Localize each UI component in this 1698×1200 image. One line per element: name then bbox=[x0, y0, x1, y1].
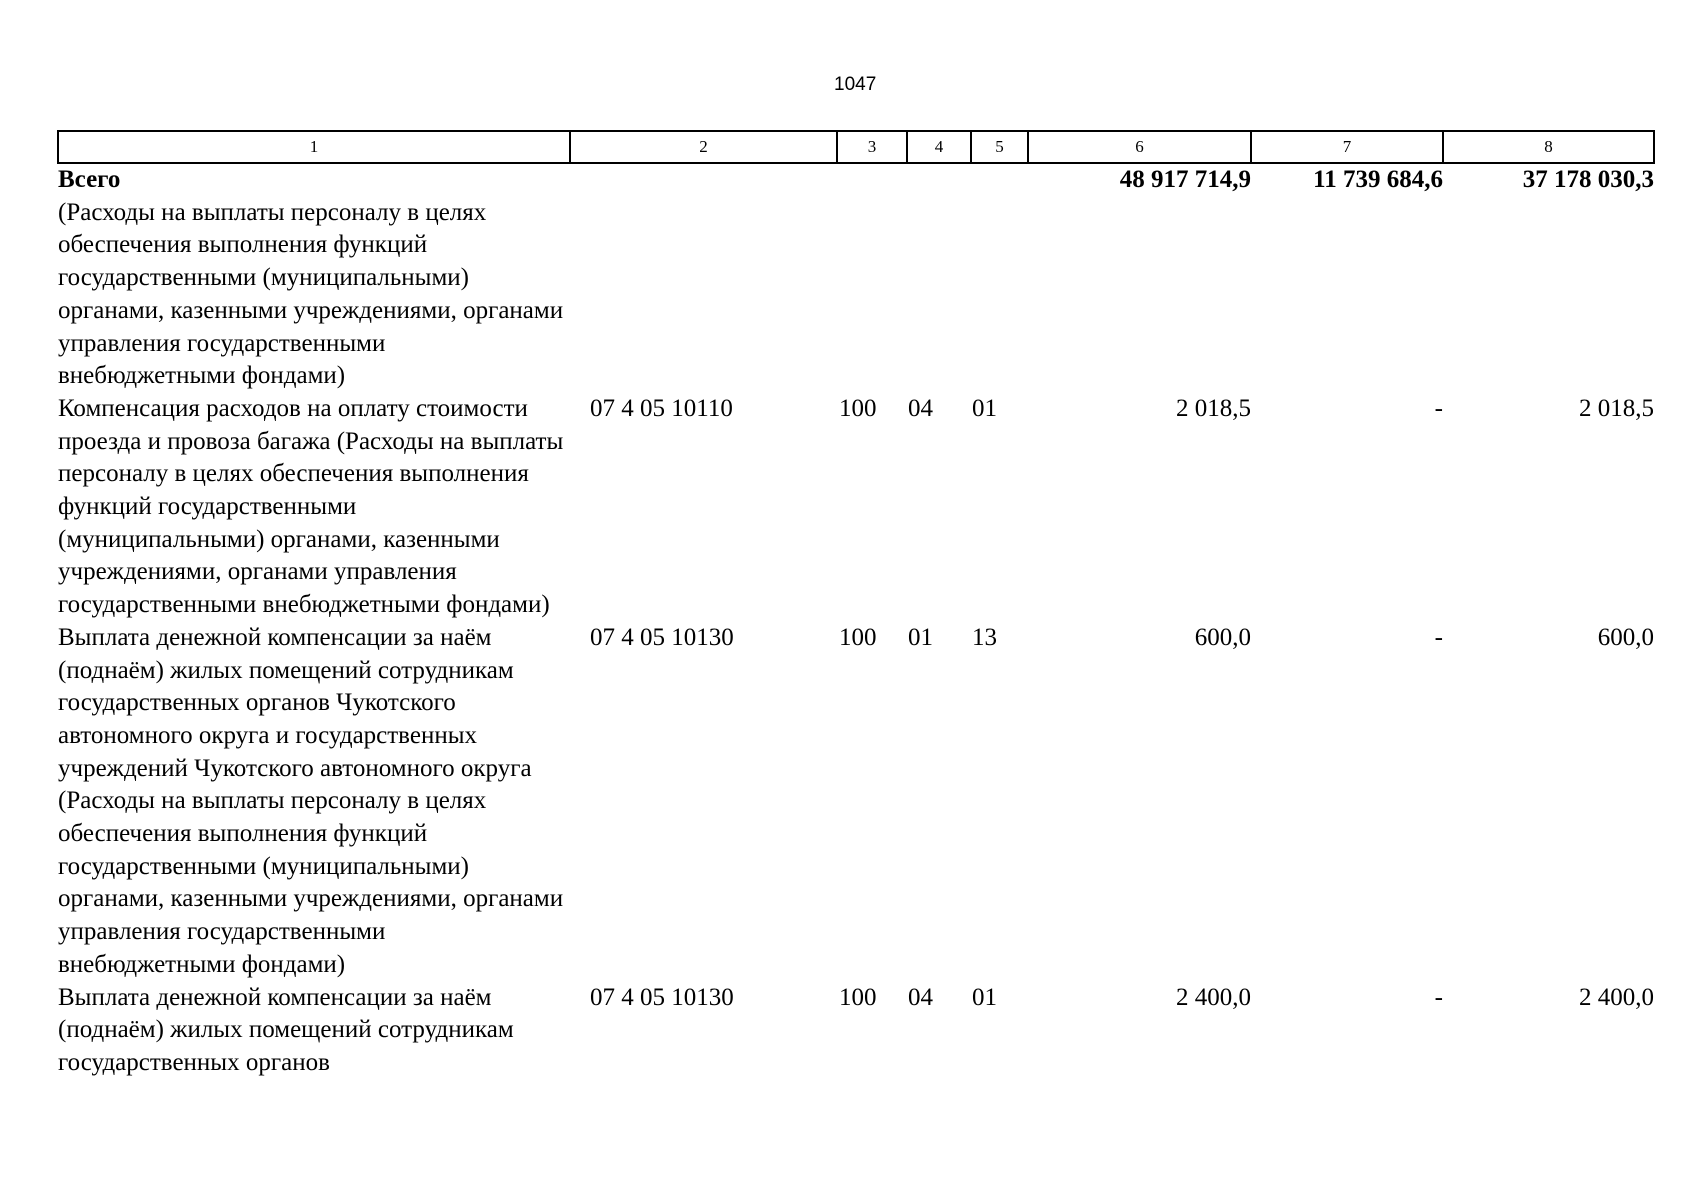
total-col7: 11 739 684,6 bbox=[1313, 166, 1443, 193]
column-number: 3 bbox=[837, 131, 907, 163]
empty-cell bbox=[570, 163, 837, 197]
column-number: 8 bbox=[1443, 131, 1654, 163]
row-section: 04 bbox=[908, 394, 933, 422]
row-target-code bbox=[570, 197, 837, 393]
row-expense-type bbox=[837, 197, 907, 393]
row-col8: 2 018,5 bbox=[1579, 394, 1654, 422]
row-col6: 2 400,0 bbox=[1176, 983, 1251, 1011]
column-number: 5 bbox=[971, 131, 1028, 163]
row-section bbox=[907, 197, 971, 393]
total-col6: 48 917 714,9 bbox=[1119, 166, 1251, 193]
empty-cell bbox=[907, 163, 971, 197]
row-col7 bbox=[1251, 197, 1443, 393]
total-col8: 37 178 030,3 bbox=[1522, 166, 1654, 193]
row-col6: 2 018,5 bbox=[1176, 394, 1251, 422]
row-section: 04 bbox=[908, 983, 933, 1011]
row-description: Выплата денежной компенсации за наём (поднаём) жилых помещений сотрудникам государственных органов bbox=[58, 983, 514, 1076]
column-number: 2 bbox=[570, 131, 837, 163]
row-subsection: 01 bbox=[972, 394, 997, 422]
column-number-row bbox=[58, 131, 1654, 163]
row-subsection: 13 bbox=[972, 623, 997, 651]
row-col8: 2 400,0 bbox=[1579, 983, 1654, 1011]
row-subsection bbox=[971, 197, 1028, 393]
row-expense-type: 100 bbox=[839, 623, 877, 651]
column-number: 6 bbox=[1028, 131, 1251, 163]
column-number: 4 bbox=[907, 131, 971, 163]
row-target-code: 07 4 05 10110 bbox=[590, 394, 733, 422]
total-label: Всего bbox=[58, 166, 121, 193]
row-description: Выплата денежной компенсации за наём (поднаём) жилых помещений сотрудникам государственных органов Чукотского автономного округа и государственных учреждений Чукотского автономного округа (Расходы на выплаты персоналу в целях обеспечения выполнения функций государственными (муниципальными) органами, казенными учреждениями, органами управления государственными внебюджетными фондами) bbox=[58, 623, 564, 978]
row-col8 bbox=[1443, 197, 1654, 393]
row-description: Компенсация расходов на оплату стоимости проезда и провоза багажа (Расходы на выплаты персоналу в целях обеспечения выполнения функций государственными (муниципальными) органами, казенными учреждениями, органами управления государственными внебюджетными фондами) bbox=[58, 394, 564, 619]
row-subsection: 01 bbox=[972, 983, 997, 1011]
page-number: 1047 bbox=[834, 74, 877, 95]
row-col8: 600,0 bbox=[1597, 623, 1654, 651]
row-col7: - bbox=[1434, 983, 1443, 1011]
row-target-code: 07 4 05 10130 bbox=[590, 623, 734, 651]
empty-cell bbox=[837, 163, 907, 197]
row-expense-type: 100 bbox=[839, 983, 877, 1011]
row-description: (Расходы на выплаты персоналу в целях обеспечения выполнения функций государственными (муниципальными) органами, казенными учреждениями, органами управления государственными внебюджетными фондами) bbox=[58, 198, 564, 390]
row-col6: 600,0 bbox=[1194, 623, 1251, 651]
table-row bbox=[58, 982, 1654, 1080]
row-expense-type: 100 bbox=[839, 394, 877, 422]
table-row bbox=[58, 197, 1654, 393]
total-row bbox=[58, 163, 1654, 197]
budget-table bbox=[57, 130, 1655, 1080]
row-col6 bbox=[1028, 197, 1251, 393]
column-number: 1 bbox=[58, 131, 570, 163]
row-col7: - bbox=[1434, 623, 1443, 651]
row-section: 01 bbox=[908, 623, 933, 651]
column-number: 7 bbox=[1251, 131, 1443, 163]
table-row bbox=[58, 393, 1654, 622]
empty-cell bbox=[971, 163, 1028, 197]
row-target-code: 07 4 05 10130 bbox=[590, 983, 734, 1011]
row-col7: - bbox=[1434, 394, 1443, 422]
table-row bbox=[58, 622, 1654, 982]
